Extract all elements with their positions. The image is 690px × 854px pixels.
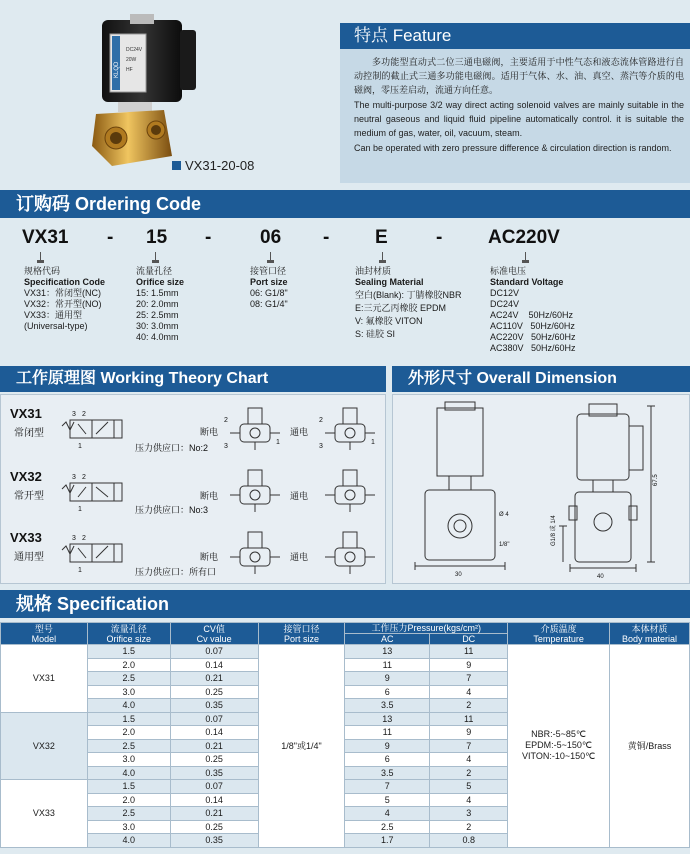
dim-width-front: 30: [455, 572, 462, 578]
ac-cell: 6: [345, 753, 430, 767]
orifice-cell: 2.0: [87, 726, 170, 740]
wt-off-vx31: 断电: [200, 427, 219, 437]
th-body-en: Body material: [622, 633, 678, 644]
th-model: [1, 623, 88, 645]
ac-cell: 11: [345, 658, 430, 672]
voltage-item: AC220V 50Hz/60Hz: [490, 332, 576, 342]
valve-sketch-icon: [230, 408, 280, 450]
code-seal: E: [375, 227, 388, 248]
dc-cell: 3: [430, 807, 508, 821]
product-caption: [172, 158, 254, 173]
temp-nbr: NBR:-5~85℃: [531, 729, 587, 740]
feature-en-2: Can be operated with zero pressure difference & circulation direction is random.: [354, 143, 672, 153]
spec-code-cn: 规格代码: [24, 266, 61, 276]
orifice-cell: 3.0: [87, 685, 170, 699]
code-tick: [270, 252, 271, 261]
spec-code-en: Specification Code: [24, 277, 106, 287]
wt-model-vx32: VX32: [10, 469, 42, 484]
port-number: 2: [224, 417, 228, 424]
valve-sketch-icon: [230, 532, 280, 574]
valve-sketch-icon: [325, 470, 375, 512]
dim-port-side: G1/8 或 1/4: [551, 515, 557, 546]
code-spec: VX31: [22, 227, 69, 248]
spec-code-item: VX32：常开型(NO): [24, 299, 102, 309]
orifice-item: 40: 4.0mm: [136, 332, 179, 342]
wt-off-vx32: 断电: [200, 491, 219, 501]
th-body: [610, 623, 690, 645]
temp-viton: VITON:-10~150℃: [521, 751, 596, 762]
orifice-item: 25: 2.5mm: [136, 310, 179, 320]
port-number: 2: [82, 535, 86, 542]
dimension-drawing: [395, 396, 687, 582]
valve-sketch-icon: [325, 408, 375, 450]
model-cell: VX31: [1, 645, 88, 713]
voltage-column: [490, 266, 576, 354]
orifice-item: 15: 1.5mm: [136, 288, 179, 298]
table-row: [1, 645, 690, 659]
voltage-cn: 标准电压: [490, 266, 527, 276]
voltage-item: AC24V 50Hz/60Hz: [490, 310, 574, 320]
ac-cell: 4: [345, 807, 430, 821]
cv-cell: 0.14: [170, 793, 258, 807]
temperature-cell: [508, 645, 610, 848]
dc-cell: 9: [430, 658, 508, 672]
cv-cell: 0.07: [170, 780, 258, 794]
feature-en-1: The multi-purpose 3/2 way direct acting solenoid valves are mainly suitable in the neutral gaseous and liquid fluid pipeline automatically control. it is suitable the medium of gas, water, oil, vacuum, steam.: [354, 100, 684, 138]
port-number: 3: [319, 443, 323, 450]
code-dash-4: -: [436, 227, 443, 248]
cv-cell: 0.35: [170, 834, 258, 848]
code-tick: [525, 252, 526, 261]
dc-cell: 0.8: [430, 834, 508, 848]
th-cv: [170, 623, 258, 645]
wt-on-vx32: 通电: [290, 491, 309, 501]
valve-symbol-icon: [62, 483, 122, 501]
th-model-cn: 型号: [34, 623, 53, 634]
wt-off-vx33: 断电: [200, 552, 219, 562]
port-cn: 接管口径: [250, 266, 287, 276]
ac-cell: 7: [345, 780, 430, 794]
th-cv-en: Cv value: [196, 633, 232, 644]
cv-cell: 0.07: [170, 645, 258, 659]
spec-title: 规格 Specification: [0, 590, 690, 618]
code-tick: [40, 252, 41, 261]
orifice-cell: 4.0: [87, 699, 170, 713]
orifice-cell: 4.0: [87, 766, 170, 780]
th-port-cn: 接管口径: [283, 623, 320, 634]
feature-title: 特点 Feature: [340, 23, 690, 49]
temp-epdm: EPDM:-5~150℃: [525, 740, 593, 751]
th-orifice-en: Orifice size: [106, 633, 152, 644]
dc-cell: 4: [430, 793, 508, 807]
orifice-cell: 3.0: [87, 753, 170, 767]
cv-cell: 0.35: [170, 766, 258, 780]
wt-model-vx33: VX33: [10, 530, 42, 545]
seal-cn: 油封材质: [355, 266, 392, 276]
model-cell: VX32: [1, 712, 88, 780]
wt-supply-vx32: 压力供应口：No:3: [135, 505, 209, 515]
th-cv-cn: CV值: [203, 623, 225, 634]
dc-cell: 2: [430, 766, 508, 780]
coil-spec-text-3: HF: [126, 67, 133, 73]
orifice-cell: 4.0: [87, 834, 170, 848]
dc-cell: 4: [430, 753, 508, 767]
ac-cell: 9: [345, 672, 430, 686]
dc-cell: 7: [430, 739, 508, 753]
valve-sketch-icon: [325, 532, 375, 574]
orifice-cell: 2.5: [87, 672, 170, 686]
wt-on-vx33: 通电: [290, 552, 309, 562]
dimension-title: 外形尺寸 Overall Dimension: [392, 366, 690, 392]
port-number: 1: [78, 567, 82, 574]
th-temp-en: Temperature: [533, 633, 584, 644]
spec-code-column: [24, 266, 105, 332]
orifice-cell: 1.5: [87, 712, 170, 726]
port-number: 3: [224, 443, 228, 450]
valve-symbol-icon: [62, 544, 122, 562]
wt-type-vx31: 常闭型: [14, 428, 44, 439]
port-item: 06: G1/8": [250, 288, 288, 298]
ac-cell: 3.5: [345, 766, 430, 780]
ac-cell: 6: [345, 685, 430, 699]
ac-cell: 9: [345, 739, 430, 753]
ac-cell: 5: [345, 793, 430, 807]
dim-pin: Ø 4: [499, 512, 509, 518]
orifice-cell: 2.5: [87, 739, 170, 753]
port-number: 1: [276, 439, 280, 446]
wt-on-vx31: 通电: [290, 427, 309, 437]
wt-supply-vx31: 压力供应口：No:2: [135, 443, 209, 453]
wt-supply-vx33: 压力供应口：所有口: [135, 567, 217, 577]
th-orifice-cn: 流量孔径: [110, 623, 147, 634]
wt-type-vx32: 常开型: [14, 491, 44, 502]
cv-cell: 0.21: [170, 807, 258, 821]
port-size-cell: 1/8"或1/4": [258, 645, 345, 848]
cv-cell: 0.21: [170, 739, 258, 753]
ac-cell: 11: [345, 726, 430, 740]
dc-cell: 2: [430, 820, 508, 834]
spec-code-item: VX31：常闭型(NC): [24, 288, 102, 298]
orifice-en: Orifice size: [136, 277, 185, 287]
code-orifice: 15: [146, 227, 168, 248]
orifice-item: 30: 3.0mm: [136, 321, 179, 331]
code-tick: [155, 252, 156, 261]
working-symbols: [60, 404, 380, 584]
dc-cell: 4: [430, 685, 508, 699]
th-port-en: Port size: [283, 633, 319, 644]
th-model-en: Model: [31, 633, 57, 644]
orifice-cell: 2.0: [87, 658, 170, 672]
port-number: 1: [78, 506, 82, 513]
dc-cell: 2: [430, 699, 508, 713]
voltage-item: DC24V: [490, 299, 520, 309]
ac-cell: 2.5: [345, 820, 430, 834]
port-number: 2: [82, 474, 86, 481]
port-item: 08: G1/4": [250, 299, 288, 309]
ac-cell: 1.7: [345, 834, 430, 848]
code-dash-1: -: [107, 227, 114, 248]
th-port: [258, 623, 345, 645]
spec-table: [0, 622, 690, 848]
orifice-column: [136, 266, 184, 343]
working-theory-title: 工作原理图 Working Theory Chart: [0, 366, 386, 392]
cv-cell: 0.14: [170, 726, 258, 740]
feature-cn: 多功能型直动式二位三通电磁阀，主要适用于中性气态和液态流体管路进行自动控制的截止式三通多功能电磁阀。适用于气体、水、油、真空、蒸汽等介质的电磁阀，零压差启动，流通方向任意。: [354, 57, 684, 95]
th-ac: AC: [345, 634, 430, 645]
cv-cell: 0.25: [170, 685, 258, 699]
th-dc: DC: [430, 634, 508, 645]
orifice-cn: 流量孔径: [136, 266, 173, 276]
wt-model-vx31: VX31: [10, 406, 42, 421]
orifice-cell: 2.5: [87, 807, 170, 821]
code-port: 06: [260, 227, 282, 248]
voltage-item: DC12V: [490, 288, 520, 298]
coil-spec-text-1: DC24V: [126, 47, 143, 53]
wt-type-vx33: 通用型: [14, 552, 44, 563]
dc-cell: 7: [430, 672, 508, 686]
seal-item: 空白(Blank): 丁腈橡胶NBR: [355, 290, 462, 300]
port-number: 3: [72, 535, 76, 542]
cv-cell: 0.14: [170, 658, 258, 672]
orifice-cell: 2.0: [87, 793, 170, 807]
th-orifice: [87, 623, 170, 645]
coil-spec-text-2: 20W: [126, 57, 137, 63]
port-number: 2: [319, 417, 323, 424]
dim-width-side: 40: [597, 574, 604, 580]
spec-code-item: VX33：通用型: [24, 310, 83, 320]
port-number: 3: [72, 411, 76, 418]
cv-cell: 0.35: [170, 699, 258, 713]
ac-cell: 3.5: [345, 699, 430, 713]
brand-label: KLQD: [114, 61, 120, 78]
dim-port-front: 1/8": [499, 542, 510, 548]
code-voltage: AC220V: [488, 227, 560, 248]
valve-symbol-icon: [62, 420, 122, 438]
th-temp-cn: 介质温度: [540, 623, 577, 634]
cv-cell: 0.25: [170, 820, 258, 834]
voltage-item: AC110V 50Hz/60Hz: [490, 321, 575, 331]
cv-cell: 0.21: [170, 672, 258, 686]
dim-height: 67.5: [653, 474, 659, 486]
port-column: [250, 266, 288, 310]
port-en: Port size: [250, 277, 288, 287]
port-number: 1: [78, 443, 82, 450]
valve-sketch-icon: [230, 470, 280, 512]
orifice-cell: 3.0: [87, 820, 170, 834]
dc-cell: 9: [430, 726, 508, 740]
cv-cell: 0.25: [170, 753, 258, 767]
ordering-code-title: 订购码 Ordering Code: [0, 190, 690, 218]
th-body-cn: 本体材质: [631, 623, 668, 634]
caption-text: VX31-20-08: [185, 158, 255, 173]
dc-cell: 5: [430, 780, 508, 794]
orifice-cell: 1.5: [87, 780, 170, 794]
model-cell: VX33: [1, 780, 88, 848]
body-material-cell: 黄铜/Brass: [610, 645, 690, 848]
port-number: 3: [72, 474, 76, 481]
dc-cell: 11: [430, 712, 508, 726]
caption-square-icon: [172, 161, 181, 170]
code-dash-3: -: [323, 227, 330, 248]
feature-body: [340, 49, 690, 183]
valve-photo: [72, 6, 232, 178]
cv-cell: 0.07: [170, 712, 258, 726]
code-tick: [382, 252, 383, 261]
port-number: 1: [371, 439, 375, 446]
voltage-item: AC380V 50Hz/60Hz: [490, 343, 576, 353]
seal-en: Sealing Material: [355, 277, 424, 287]
code-dash-2: -: [205, 227, 212, 248]
th-temp: [508, 623, 610, 645]
th-pressure: 工作压力Pressure(kgs/cm²): [345, 623, 508, 634]
seal-column: [355, 266, 462, 340]
orifice-item: 20: 2.0mm: [136, 299, 179, 309]
orifice-cell: 1.5: [87, 645, 170, 659]
voltage-en: Standard Voltage: [490, 277, 564, 287]
seal-item: V: 氟橡胶 VITON: [355, 316, 423, 326]
ac-cell: 13: [345, 712, 430, 726]
spec-code-item: (Universal-type): [24, 321, 88, 331]
ac-cell: 13: [345, 645, 430, 659]
seal-item: E:三元乙丙橡胶 EPDM: [355, 303, 447, 313]
seal-item: S: 硅胶 SI: [355, 329, 396, 339]
dc-cell: 11: [430, 645, 508, 659]
port-number: 2: [82, 411, 86, 418]
